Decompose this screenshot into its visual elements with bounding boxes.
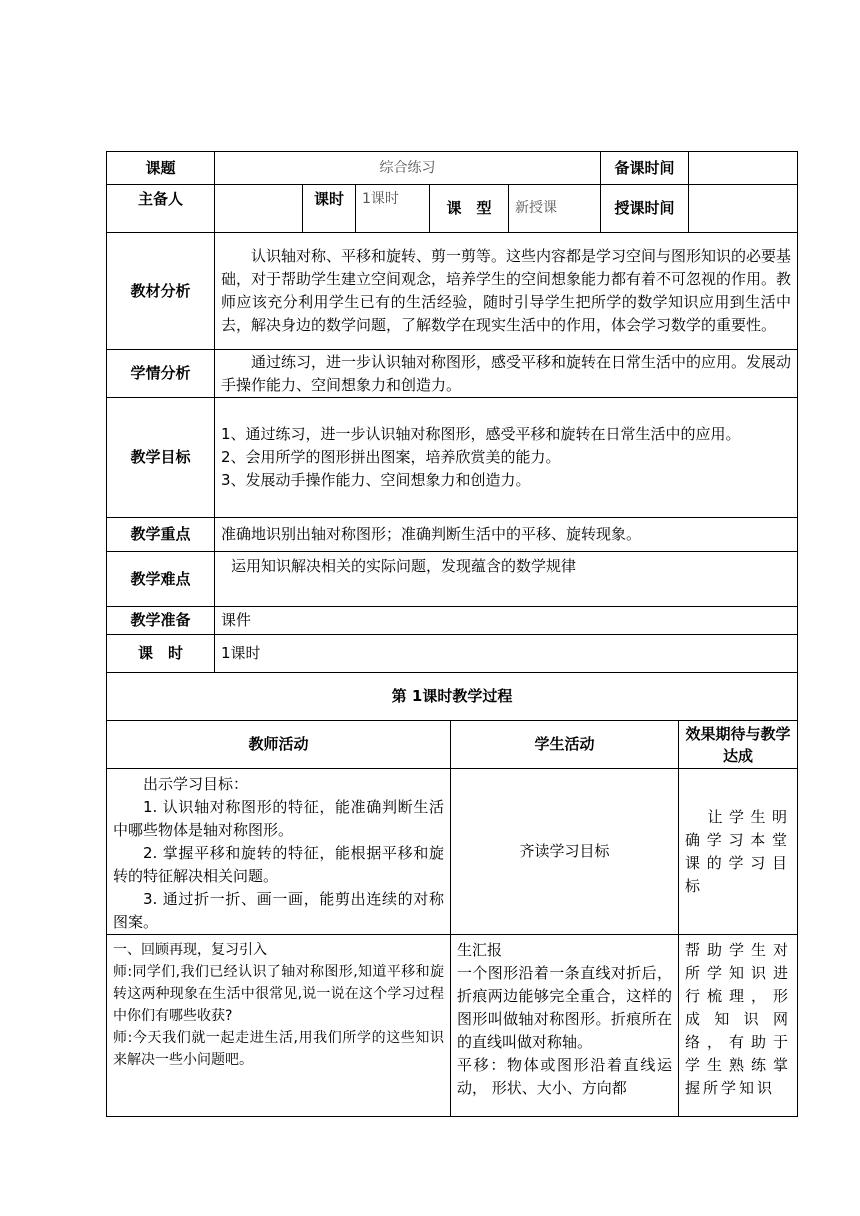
- material-analysis-label: 教材分析: [107, 233, 215, 350]
- preparation-text: 课件: [215, 607, 798, 635]
- teacher-line: 2. 掌握平移和旋转的特征，能根据平移和旋转的特征解决相关问题。: [113, 844, 444, 885]
- effect-text: 让学生明确学习本堂课的学习目标: [685, 807, 792, 895]
- preparation-label: 教学准备: [107, 607, 215, 635]
- goal-item: 3、发展动手操作能力、空间想象力和创造力。: [221, 471, 531, 489]
- goal-item: 2、会用所学的图形拼出图案，培养欣赏美的能力。: [221, 448, 561, 466]
- col-effect-header: 效果期待与教学达成: [679, 721, 798, 769]
- col-teacher-header: 教师活动: [107, 721, 451, 769]
- type-value: 新授课: [509, 185, 601, 233]
- teach-time-label: 授课时间: [601, 185, 689, 233]
- student-activity: 齐读学习目标: [451, 769, 679, 935]
- student-analysis-text: 通过练习，进一步认识轴对称图形，感受平移和旋转在日常生活中的应用。发展动手操作能力、空间想象力和创造力。: [221, 352, 792, 394]
- student-line: 平移：物体或图形沿着直线运动， 形状、大小、方向都: [457, 1056, 672, 1097]
- key-points-label: 教学重点: [107, 518, 215, 552]
- teacher-line: 一、回顾再现，复习引入: [113, 942, 267, 958]
- period-value: 1课时: [356, 185, 430, 233]
- student-analysis-label: 学情分析: [107, 350, 215, 398]
- teacher-line: 3. 通过折一折、画一画，能剪出连续的对称图案。: [113, 890, 444, 931]
- topic-label: 课题: [107, 152, 215, 185]
- host-label: 主备人: [107, 185, 215, 233]
- lesson-info-table: [106, 151, 798, 673]
- topic-value: 综合练习: [215, 152, 601, 185]
- student-line: 生汇报: [457, 941, 503, 959]
- teacher-line: 1. 认识轴对称图形的特征，能准确判断生活中哪些物体是轴对称图形。: [113, 798, 444, 839]
- process-title: 第 1课时教学过程: [107, 673, 798, 721]
- key-points-text: 准确地识别出轴对称图形；准确判断生活中的平移、旋转现象。: [215, 518, 798, 552]
- material-analysis-text: 认识轴对称、平移和旋转、剪一剪等。这些内容都是学习空间与图形知识的必要基础，对于帮助学生建立空间观念，培养学生的空间想象能力都有着不可忽视的作用。教师应该充分利用学生已有的生活经验，随时引导学生把所学的数学知识应用到生活中去，解决身边的数学问题，了解数学在现实生活中的作用，体会学习数学的重要性。: [221, 247, 792, 334]
- goal-item: 1、通过练习，进一步认识轴对称图形，感受平移和旋转在日常生活中的应用。: [221, 425, 741, 443]
- difficulties-text: 运用知识解决相关的实际问题，发现蕴含的数学规律: [215, 552, 798, 607]
- col-student-header: 学生活动: [451, 721, 679, 769]
- teacher-line: 师:今天我们就一起走进生活,用我们所学的这些知识来解决一些小问题吧。: [113, 1030, 444, 1068]
- effect-text: 帮助学生对所学知识进行梳理，形成知识网络，有助于学生熟练掌握所学知识: [685, 941, 792, 1097]
- period-label: 课时: [303, 185, 356, 233]
- teacher-line: 出示学习目标：: [143, 775, 249, 793]
- prep-time-value: [689, 152, 798, 185]
- teaching-process-table: [106, 672, 798, 1117]
- host-value: [215, 185, 303, 233]
- difficulties-label: 教学难点: [107, 552, 215, 607]
- periods-label: 课 时: [107, 635, 215, 673]
- periods-text: 1课时: [215, 635, 798, 673]
- teacher-line: 师:同学们,我们已经认识了轴对称图形,知道平移和旋转这两种现象在生活中很常见,说一说在这个学习过程中你们有哪些收获?: [113, 964, 444, 1024]
- teach-time-value: [689, 185, 798, 233]
- student-line: 一个图形沿着一条直线对折后，折痕两边能够完全重合，这样的图形叫做轴对称图形。折痕所在的直线叫做对称轴。: [457, 964, 672, 1051]
- type-label: 课 型: [430, 185, 509, 233]
- goals-label: 教学目标: [107, 398, 215, 518]
- prep-time-label: 备课时间: [601, 152, 689, 185]
